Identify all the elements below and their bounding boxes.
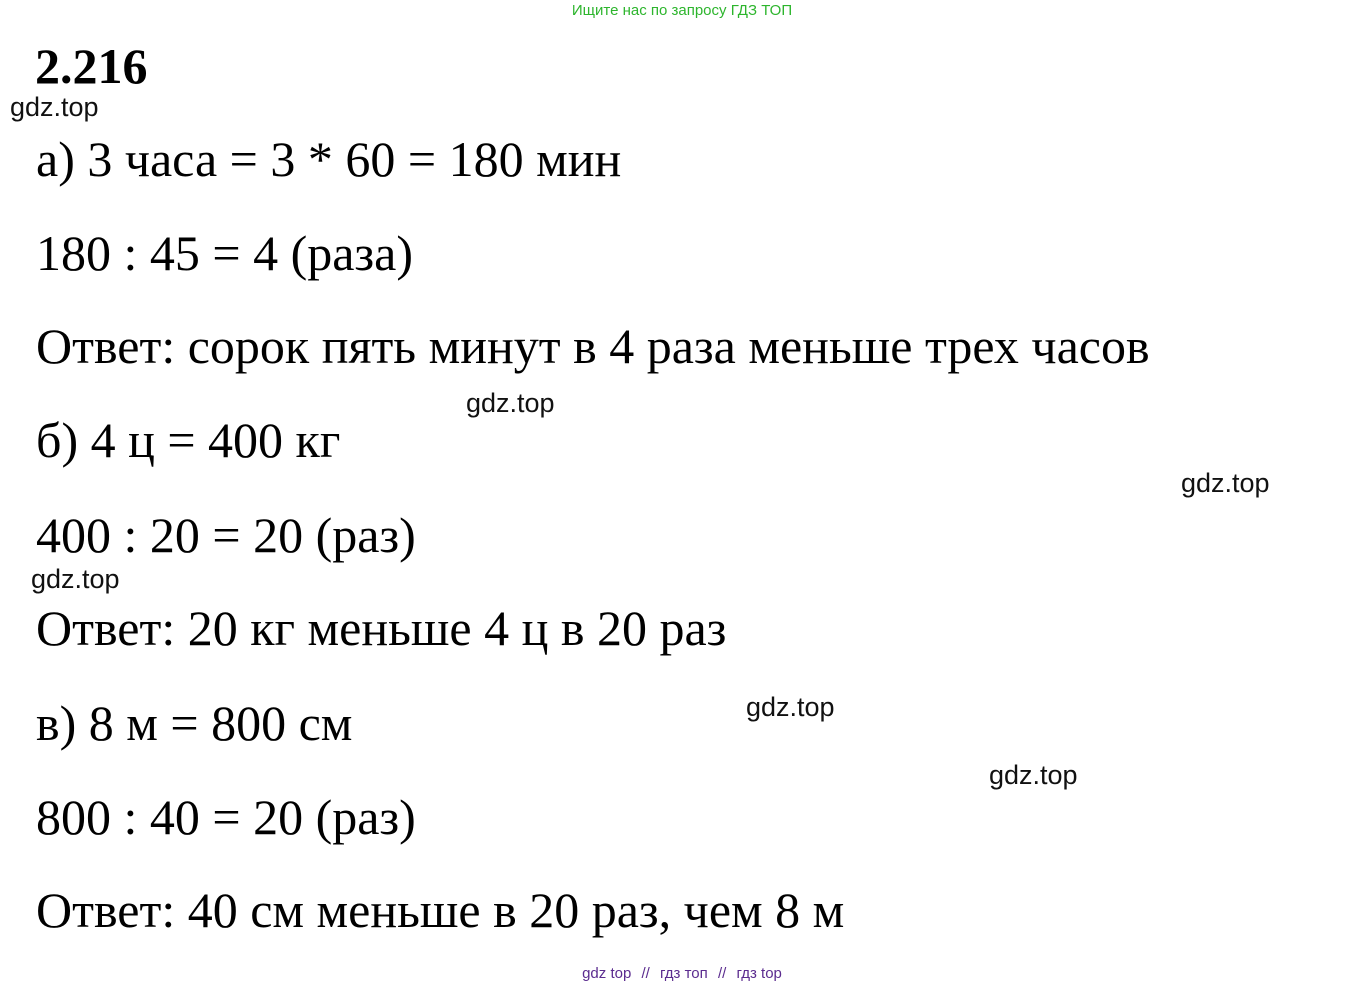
footer-links (0, 965, 1364, 982)
solution-line-c-division: 800 : 40 = 20 (раз) (36, 789, 416, 845)
watermark: gdz.top (31, 564, 120, 594)
watermark: gdz.top (746, 692, 835, 722)
solution-line-a-division: 180 : 45 = 4 (раза) (36, 225, 414, 281)
solution-line-a-conversion: а) 3 часа = 3 * 60 = 180 мин (36, 131, 622, 187)
problem-number: 2.216 (35, 38, 148, 94)
footer-link-gdz-top[interactable]: gdz top (582, 965, 632, 982)
solution-line-b-answer: Ответ: 20 кг меньше 4 ц в 20 раз (36, 600, 727, 656)
footer-link-gdz-top-mixed[interactable]: гдз top (736, 965, 782, 982)
watermark: gdz.top (10, 92, 99, 122)
search-hint-banner: Ищите нас по запросу ГДЗ ТОП (571, 2, 793, 19)
footer-link-gdz-top-ru[interactable]: гдз топ (660, 965, 708, 982)
watermark: gdz.top (466, 388, 555, 418)
solution-line-a-answer: Ответ: сорок пять минут в 4 раза меньше трех часов (36, 318, 1150, 374)
watermark: gdz.top (989, 760, 1078, 790)
watermark: gdz.top (1181, 468, 1270, 498)
solution-line-b-conversion: б) 4 ц = 400 кг (36, 412, 341, 468)
solution-line-c-conversion: в) 8 м = 800 см (36, 695, 353, 751)
solution-line-c-answer: Ответ: 40 см меньше в 20 раз, чем 8 м (36, 882, 845, 938)
footer-separator: // (641, 965, 650, 982)
solution-line-b-division: 400 : 20 = 20 (раз) (36, 507, 416, 563)
footer-separator: // (717, 965, 727, 982)
